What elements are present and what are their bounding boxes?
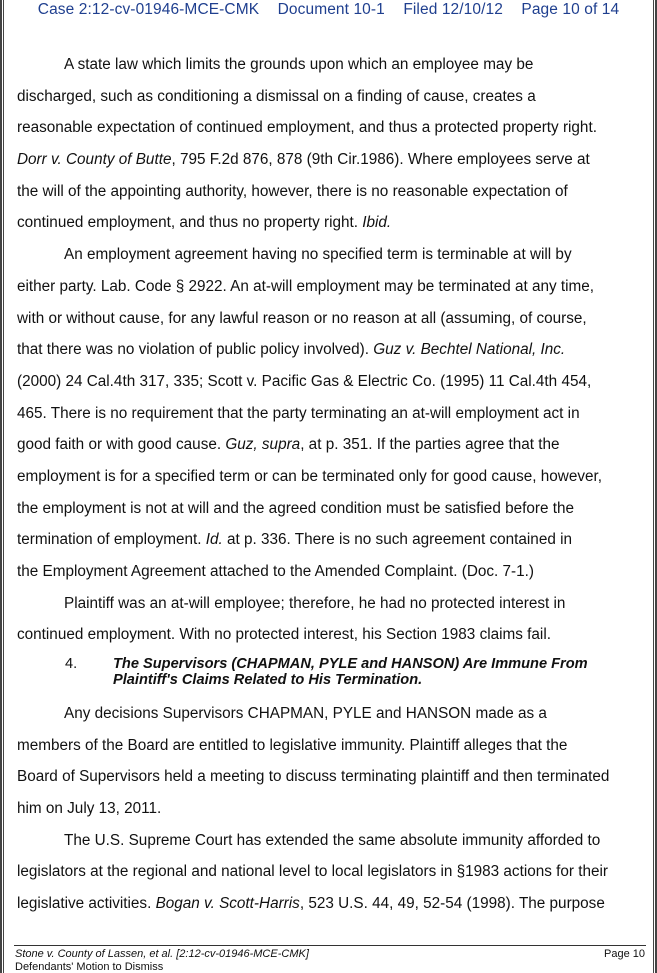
- text-line: An employment agreement having no specified term is terminable at will by: [64, 246, 572, 264]
- text-line: reasonable expectation of continued employment, and thus a protected property right.: [17, 119, 597, 137]
- text-line: continued employment, and thus no property right. Ibid.: [17, 214, 392, 232]
- text-line: Plaintiff was an at-will employee; therefore, he had no protected interest in: [64, 594, 566, 612]
- text-line: (2000) 24 Cal.4th 317, 335; Scott v. Pacific Gas & Electric Co. (1995) 11 Cal.4th 454,: [17, 372, 592, 390]
- text-line: employment is for a specified term or can be terminated only for good cause, however,: [17, 467, 602, 485]
- section-title-line: Plaintiff's Claims Related to His Termination.: [113, 672, 423, 688]
- text-line: members of the Board are entitled to legislative immunity. Plaintiff alleges that the: [17, 736, 568, 754]
- body-text: [17, 49, 645, 651]
- text-line: continued employment. With no protected interest, his Section 1983 claims fail.: [17, 626, 551, 644]
- section-title: [113, 656, 588, 688]
- section-title-line: The Supervisors (CHAPMAN, PYLE and HANSON) Are Immune From: [113, 656, 588, 672]
- text-line: that there was no violation of public policy involved). Guz v. Bechtel National, Inc.: [17, 341, 566, 359]
- case-number: Case 2:12-cv-01946-MCE-CMK: [37, 1, 260, 18]
- text-line: A state law which limits the grounds upon which an employee may be: [64, 56, 534, 73]
- text-line: good faith or with good cause. Guz, supra, at p. 351. If the parties agree that the: [17, 436, 560, 454]
- section-number: 4.: [65, 656, 78, 672]
- footer-caption: [15, 948, 309, 973]
- text-line: legislators at the regional and national level to local legislators in §1983 actions for their: [17, 863, 608, 881]
- filing-header: [0, 0, 657, 20]
- body-text-continued: [17, 698, 645, 920]
- footer-page-number: Page 10: [604, 948, 645, 960]
- text-line: the employment is not at will and the agreed condition must be satisfied before the: [17, 499, 574, 517]
- text-line: legislative activities. Bogan v. Scott-Harris, 523 U.S. 44, 49, 52-54 (1998). The purpose: [17, 895, 605, 913]
- text-line: Dorr v. County of Butte, 795 F.2d 876, 878 (9th Cir.1986). Where employees serve at: [17, 151, 590, 169]
- document-number: Document 10-1: [277, 1, 385, 18]
- case-citation: Guz, supra: [225, 436, 301, 454]
- page-count: Page 10 of 14: [521, 1, 620, 18]
- footer-rule: [14, 945, 646, 946]
- text-line: Board of Supervisors held a meeting to discuss terminating plaintiff and then terminated: [17, 768, 610, 786]
- filed-date: Filed 12/10/12: [403, 1, 503, 18]
- case-citation: Bogan v. Scott-Harris: [155, 895, 300, 913]
- text-line: him on July 13, 2011.: [17, 800, 162, 818]
- text-line: 465. There is no requirement that the party terminating an at-will employment act in: [17, 404, 580, 422]
- text-line: Any decisions Supervisors CHAPMAN, PYLE and HANSON made as a: [64, 705, 547, 722]
- text-line: The U.S. Supreme Court has extended the same absolute immunity afforded to: [64, 831, 601, 849]
- case-citation: Guz v. Bechtel National, Inc.: [373, 341, 566, 359]
- footer-document-title: Defendants' Motion to Dismiss: [15, 960, 164, 973]
- text-line: termination of employment. Id. at p. 336. There is no such agreement contained in: [17, 531, 572, 549]
- footer-case-caption: Stone v. County of Lassen, et al. [2:12-cv-01946-MCE-CMK]: [15, 948, 309, 960]
- citation-id: Id.: [205, 531, 223, 549]
- text-line: the will of the appointing authority, however, there is no reasonable expectation of: [17, 182, 568, 200]
- text-line: with or without cause, for any lawful reason or no reason at all (assuming, of course,: [17, 309, 587, 327]
- citation-ibid: Ibid.: [362, 214, 392, 232]
- left-margin-rule: [0, 0, 4, 973]
- text-line: either party. Lab. Code § 2922. An at-will employment may be terminated at any time,: [17, 277, 595, 295]
- case-citation: Dorr v. County of Butte: [17, 151, 172, 169]
- text-line: discharged, such as conditioning a dismissal on a finding of cause, creates a: [17, 87, 536, 105]
- text-line: the Employment Agreement attached to the Amended Complaint. (Doc. 7-1.): [17, 563, 534, 580]
- right-margin-rule: [653, 0, 657, 973]
